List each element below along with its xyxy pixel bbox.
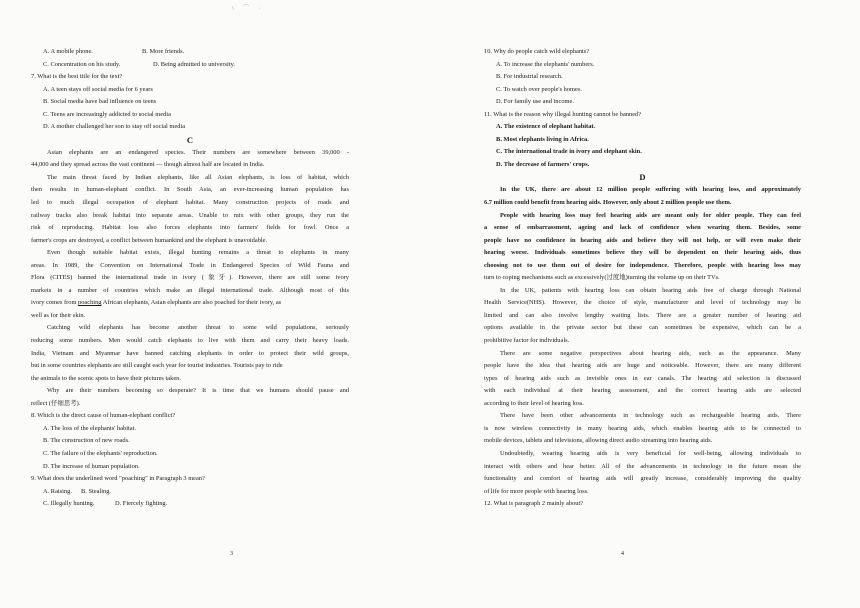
q12-question: 12. What is paragraph 2 mainly about?	[484, 500, 584, 508]
passage-d-line: limited and can also involve lengthy waiting lists. There are a greater number of hearing aid	[484, 311, 801, 319]
q8-option-d: D. The increase of human population.	[43, 462, 140, 470]
passage-c-line: markets in a number of countries which make an illegal international trade. Although most of this	[31, 286, 349, 294]
q6-option-b: B. More friends.	[142, 48, 185, 55]
section-c-heading: C	[186, 134, 194, 145]
q6-option-a: A. A mobile phone.	[43, 48, 93, 55]
q7-question: 7. What is the best title for the text?	[31, 73, 123, 81]
passage-d-line: choosing not to use them out of desire for independence. Therefore, people with hearing loss may	[484, 261, 801, 269]
q6-options-row1	[31, 46, 349, 59]
passage-d-line: People with hearing loss may feel hearing aids are meant only for older people. They can feel	[500, 211, 801, 219]
scan-artifact: \ ⌒ ·	[232, 6, 265, 12]
passage-d-line: There are some negative perspectives about hearing aids, such as the appearance. Many	[500, 349, 801, 357]
passage-c-line: well as for their skin.	[31, 311, 86, 319]
passage-d-line: options available in the private sector but these can sometimes be expensive, which can be a	[484, 324, 801, 332]
passage-d-line: is now wireless connectivity in many hearing aids, which enables hearing aids to be connected to	[484, 424, 801, 432]
q10-option-b: B. For industrial research.	[496, 73, 563, 81]
passage-c-line: the animals to the scenic spots to have their pictures taken.	[31, 374, 181, 382]
passage-d-line: prohibitive factor for individuals.	[484, 337, 570, 345]
page-number-left: 3	[230, 551, 233, 557]
underlined-word-poaching: poaching	[78, 299, 102, 307]
q10-option-d: D. For family use and income.	[496, 98, 574, 106]
right-page	[484, 46, 801, 511]
passage-d-line: Health Service(NHS). However, the choice of style, manufacturer and level of technology may be	[484, 299, 801, 307]
passage-d-line: people have no confidence in hearing aids and believe they will not help, or will even make their	[484, 236, 801, 244]
q11-option-a: A. The existence of elephant habitat.	[496, 123, 596, 131]
passage-c-line: Even though suitable habitat exists, illegal hunting remains a threat to elephants in many	[47, 249, 349, 257]
q9-option-b: B. Stealing.	[81, 487, 111, 495]
passage-c-line: Flora (CITES) banned the international trade in ivory (象牙). However, there are still some ivory	[31, 274, 349, 282]
q11-question: 11. What is the reason why illegal hunting cannot be banned?	[484, 110, 642, 118]
passage-c-line: Asian elephants are an endangered species. Their numbers are somewhere between 39,000 -	[47, 148, 349, 156]
page-number-right: 4	[621, 551, 624, 557]
left-page	[31, 46, 349, 511]
q9-options-row1	[31, 486, 349, 499]
q9-option-c: C. Illegally hunting.	[43, 500, 95, 508]
section-d-heading: D	[639, 172, 646, 183]
q11-option-d: D. The decrease of farmers' crops.	[496, 160, 590, 168]
passage-d-line: 6.7 million could benefit from hearing aids. However, only about 2 million people use them.	[484, 199, 732, 207]
passage-c-line: Catching wild elephants has become another threat to some wild populations, seriously	[47, 324, 349, 332]
passage-c-line: farmer's crops are destroyed, a conflict between humankind and the elephant is unavoidable.	[31, 236, 268, 244]
q7-option-c: C. Teens are increasingly addicted to social media	[43, 110, 171, 118]
passage-d-line: Undoubtedly, wearing hearing aids is very beneficial for well-being, allowing individuals to	[500, 449, 801, 457]
q9-options-row2	[31, 498, 349, 511]
passage-d-line: people have the idea that hearing aids are huge and noticeable. However, there are many different	[484, 362, 801, 370]
q7-option-a: A. A teen stays off social media for 6 years	[43, 85, 153, 93]
q6-options-row2	[31, 59, 349, 72]
passage-c-line: The main threat faced by Indian elephants, like all Asian elephants, is loss of habitat, which	[47, 173, 349, 181]
q8-question: 8. Which is the direct cause of human-elephant conflict?	[31, 412, 176, 420]
q9-option-d: D. Fiercely fighting.	[115, 500, 168, 508]
passage-d-line: hearing worse. Individuals sometimes believe they will be dependent on their hearing aids, thus	[484, 249, 801, 257]
passage-c-line: India, Vietnam and Myanmar have banned catching elephants in order to protect their wild groups,	[31, 349, 349, 357]
q6-option-d: D. Being admitted to university.	[153, 60, 235, 68]
passage-c-line: then results in human-elephant conflict. In South Asia, an ever-increasing human population has	[31, 186, 349, 194]
passage-c-line: 44,000 and they spread across the vast continent — though almost half are located in India.	[31, 161, 265, 169]
q8-option-c: C. The failure of the elephants' reproduction.	[43, 449, 158, 457]
q7-option-b: B. Social media have bad influence on teens	[43, 98, 157, 106]
passage-c-line: reducing some numbers. Men would catch elephants to live with them and carry their heavy loads.	[31, 337, 349, 345]
q10-question: 10. Why do people catch wild elephants?	[484, 48, 590, 55]
passage-d-line: according to their level of hearing loss.	[484, 399, 584, 407]
q8-option-b: B. The construction of new roads.	[43, 437, 130, 445]
passage-d-line: with each individual at their hearing assessment, and the correct hearing aids are selected	[484, 387, 801, 395]
passage-d-line: mobile devices, tablets and televisions, allowing direct audio streaming into hearing aids.	[484, 437, 713, 445]
passage-c-line: areas. In 1989, the Convention on International Trade in Endangered Species of Wild Fauna and	[31, 261, 349, 269]
passage-c-line: but in some countries elephants are still caught each year for tourist industries. Tourists pay to ride	[31, 362, 283, 370]
poaching-line-after: African elephants, Asian elephants are also poached for their ivory, as	[101, 299, 282, 307]
passage-d-line: There have been other advancements in technology such as rechargeable hearing aids. There	[500, 412, 801, 420]
q6-option-c: C. Concentration on his study.	[43, 60, 121, 68]
q11-option-b: B. Most elephants living in Africa.	[496, 135, 589, 143]
passage-d-line: In the UK, there are about 12 million people suffering with hearing loss, and approximately	[500, 186, 801, 194]
passage-c-poaching-line	[31, 297, 349, 310]
passage-d-line: types of hearing aids such as invisible ones in ear canals. The hearing aid selection is discussed	[484, 374, 801, 382]
passage-d-line: In the UK, patients with hearing loss can obtain hearing aids free of charge through National	[500, 286, 801, 294]
passage-c-line: risk of reproducing. Habitat loss also forces elephants into farmers' fields for fowl. Once a	[31, 224, 349, 232]
q9-question: 9. What does the underlined word "poaching" in Paragraph 3 mean?	[31, 475, 205, 483]
passage-c-line: reflect (仔细思考).	[31, 399, 81, 407]
passage-d-line: functionality and comfort of hearing aids will greatly increase, considerably improving the quality	[484, 475, 801, 483]
passage-d-line: interact with others and hear better. All of the advancements in technology in the future mean the	[484, 462, 801, 470]
q10-option-c: C. To watch over people's homes.	[496, 85, 582, 93]
q10-option-a: A. To increase the elephants' numbers.	[496, 60, 595, 68]
passage-d-line: of life for more people with hearing loss.	[484, 487, 589, 495]
q11-option-c: C. The international trade in ivory and elephant skin.	[496, 148, 642, 156]
poaching-line-before: ivory comes from	[31, 299, 79, 307]
q8-option-a: A. The loss of the elephants' habitat.	[43, 424, 136, 432]
q9-option-a: A. Raising.	[43, 487, 72, 495]
passage-d-line: turn to coping mechanisms such as excessively(过度地)turning the volume up on their TVs.	[484, 274, 720, 282]
passage-c-line: led to much illegal occupation of elephant habitat. Many construction projects of roads and	[31, 199, 349, 207]
passage-d-line: a sense of embarrassment, ageing and lack of confidence when wearing them. Besides, some	[484, 224, 801, 232]
q7-option-d: D. A mother challenged her son to stay off social media	[43, 123, 186, 131]
passage-c-line: Why are their numbers becoming so desperate? It is time that we humans should pause and	[47, 387, 349, 395]
passage-c-line: railway tracks also break habitat into separate areas. Unable to mix with other groups, they run the	[31, 211, 349, 219]
